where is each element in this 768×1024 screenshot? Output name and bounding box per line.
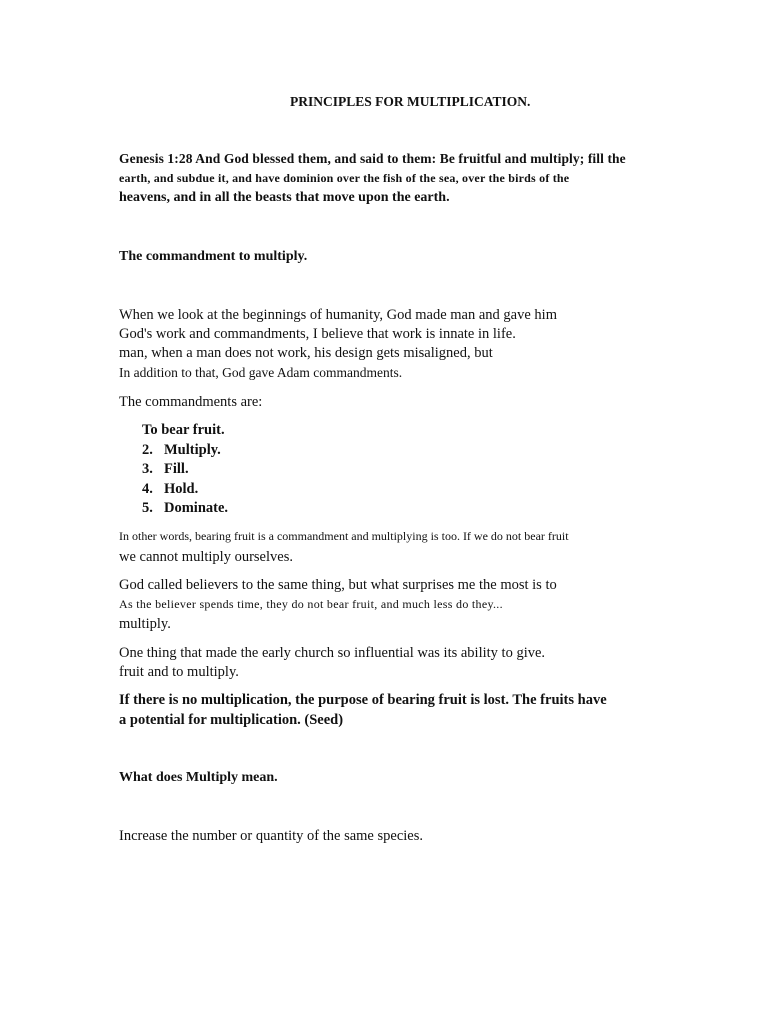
commandment-text: Hold. [164,481,199,497]
paragraph-5-line-1: If there is no multiplication, the purpose of bearing fruit is lost. The fruits have [119,692,607,708]
paragraph-5-line-2: a potential for multiplication. (Seed) [119,712,344,728]
commandment-text: Dominate. [164,500,229,516]
commandment-item [142,482,198,497]
commandment-number: 4. [142,481,153,497]
heading-commandment: The commandment to multiply. [119,249,308,264]
commandment-item [142,423,225,438]
paragraph-1-line-1: When we look at the beginnings of humanity, God made man and gave him [119,307,557,323]
paragraph-1-line-4: In addition to that, God gave Adam commandments. [119,365,403,380]
paragraph-3-line-3: multiply. [119,616,171,632]
commandment-item [142,501,228,516]
genesis-verse-line-2: earth, and subdue it, and have dominion over the fish of the sea, over the birds of the [119,171,570,185]
definition-text: Increase the number or quantity of the same species. [119,828,423,844]
paragraph-4-line-1: One thing that made the early church so influential was its ability to give. [119,645,546,661]
commandment-text: Fill. [164,461,189,477]
commandment-item [142,443,221,458]
commandment-text: To bear fruit. [142,422,225,438]
page-title: PRINCIPLES FOR MULTIPLICATION. [290,94,531,109]
commandment-number: 3. [142,461,153,477]
paragraph-2-line-1: In other words, bearing fruit is a commandment and multiplying is too. If we do not bear fruit [119,529,569,543]
heading-multiply-meaning: What does Multiply mean. [119,770,278,785]
paragraph-1-line-3: man, when a man does not work, his design gets misaligned, but [119,345,493,361]
paragraph-3-line-2: As the believer spends time, they do not bear fruit, and much less do they... [119,597,503,611]
commandment-item [142,462,189,477]
genesis-verse-line-1: Genesis 1:28 And God blessed them, and said to them: Be fruitful and multiply; fill the [119,151,626,166]
genesis-verse-line-3: heavens, and in all the beasts that move upon the earth. [119,190,450,205]
paragraph-4-line-2: fruit and to multiply. [119,664,239,680]
paragraph-3-line-1: God called believers to the same thing, but what surprises me the most is to [119,577,557,593]
commandment-text: Multiply. [164,442,221,458]
commandment-number: 2. [142,442,153,458]
commandments-intro: The commandments are: [119,394,263,410]
paragraph-2-line-2: we cannot multiply ourselves. [119,549,293,565]
paragraph-1-line-2: God's work and commandments, I believe that work is innate in life. [119,326,516,342]
commandment-number: 5. [142,500,153,516]
